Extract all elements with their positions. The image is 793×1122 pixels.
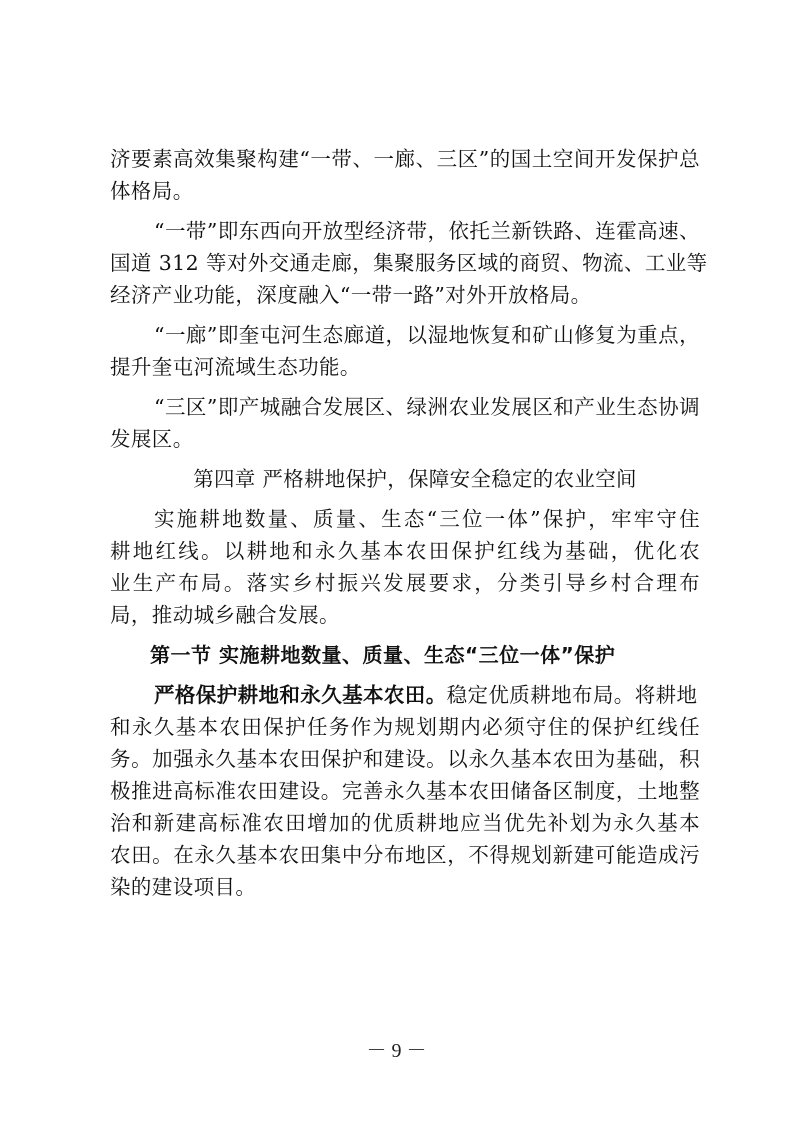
paragraph-text: 稳定优质耕地布局。将耕地 bbox=[446, 683, 698, 707]
lead-text: 严格保护耕地和永久基本农田。 bbox=[154, 683, 447, 707]
section-heading: 第一节 实施耕地数量、质量、生态“三位一体”保护 bbox=[150, 643, 616, 667]
paragraph-line: “一廊”即奎屯河生态廊道，以湿地恢复和矿山修复为重点， bbox=[154, 323, 700, 347]
paragraph-line: “一带”即东西向开放型经济带，依托兰新铁路、连霍高速、 bbox=[154, 219, 700, 243]
paragraph-line: 极推进高标准农田建设。完善永久基本农田储备区制度，土地整 bbox=[110, 779, 700, 803]
paragraph-line: 治和新建高标准农田增加的优质耕地应当优先补划为永久基本 bbox=[110, 811, 700, 835]
paragraph-line bbox=[110, 679, 700, 711]
paragraph-line: 染的建设项目。 bbox=[110, 875, 257, 899]
paragraph-line: 和永久基本农田保护任务作为规划期内必须守住的保护红线任 bbox=[110, 715, 700, 739]
paragraph-line: 农田。在永久基本农田集中分布地区，不得规划新建可能造成污 bbox=[110, 843, 700, 867]
paragraph-line: 业生产布局。落实乡村振兴发展要求，分类引导乡村合理布 bbox=[110, 571, 700, 595]
chapter-heading: 第四章 严格耕地保护，保障安全稳定的农业空间 bbox=[193, 467, 637, 491]
paragraph-line: 发展区。 bbox=[110, 427, 194, 451]
body-text bbox=[110, 143, 708, 903]
page-number: － 9 － bbox=[366, 1040, 427, 1062]
paragraph-line: 务。加强永久基本农田保护和建设。以永久基本农田为基础，积 bbox=[110, 747, 700, 771]
paragraph-line: “三区”即产城融合发展区、绿洲农业发展区和产业生态协调 bbox=[154, 395, 700, 419]
paragraph-line: 体格局。 bbox=[110, 179, 194, 203]
paragraph-line: 实施耕地数量、质量、生态“三位一体”保护，牢牢守住 bbox=[154, 507, 700, 531]
paragraph-line: 耕地红线。以耕地和永久基本农田保护红线为基础，优化农 bbox=[110, 539, 700, 563]
paragraph-line: 提升奎屯河流域生态功能。 bbox=[110, 355, 361, 379]
paragraph-line: 局，推动城乡融合发展。 bbox=[110, 603, 340, 627]
paragraph-line: 济要素高效集聚构建“一带、一廊、三区”的国土空间开发保护总 bbox=[110, 147, 700, 171]
paragraph-line: 经济产业功能，深度融入“一带一路”对外开放格局。 bbox=[110, 283, 592, 307]
paragraph-line: 国道 312 等对外交通走廊，集聚服务区域的商贸、物流、工业等 bbox=[110, 251, 708, 275]
